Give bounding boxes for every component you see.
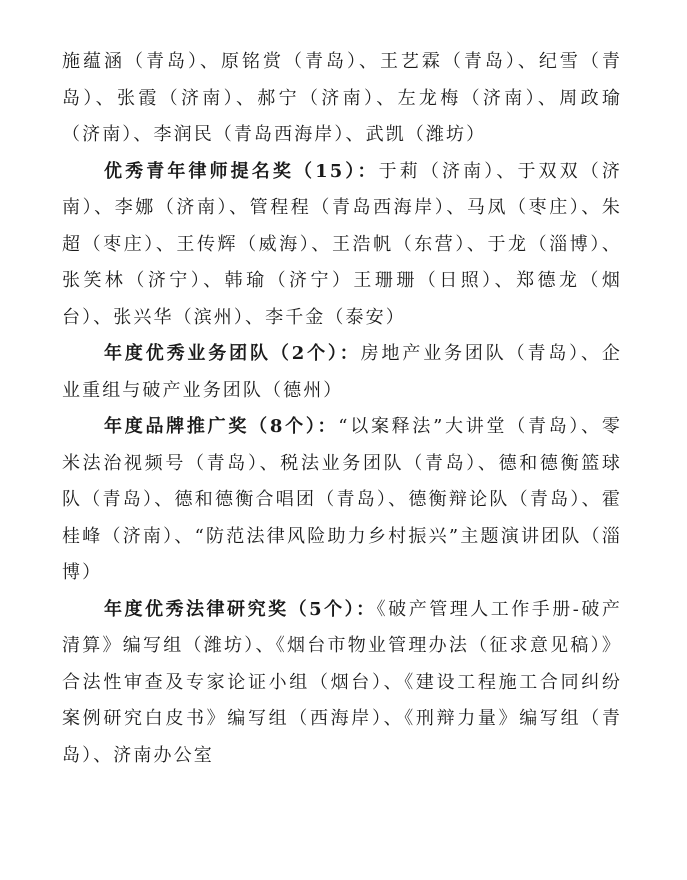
paragraph-young-lawyer-nomination (62, 154, 622, 337)
paragraph-business-team-award (62, 336, 622, 409)
award-heading: 年度优秀业务团队（2个）： (104, 343, 361, 364)
paragraph-lawyer-list-continued (62, 44, 622, 154)
paragraph-text: 《破产管理人工作手册-破产清算》编写组（潍坊）、《烟台市物业管理办法（征求意见稿）》合法性审查及专家论证小组（烟台）、《建设工程施工合同纠纷案例研究白皮书》编写组（西海岸）、《刑辩力量》编写组（青岛）、济南办公室 (62, 598, 622, 766)
award-heading: 年度优秀法律研究奖（5个）： (104, 598, 377, 620)
paragraph-text: 于莉（济南）、于双双（济南）、李娜（济南）、管程程（青岛西海岸）、马凤（枣庄）、朱超（枣庄）、王传辉（威海）、王浩帆（东营）、于龙（淄博）、张笑林（济宁）、韩瑜（济宁）王珊珊（日照）、郑德龙（烟台）、张兴华（滨州）、李千金（泰安） (62, 160, 622, 328)
paragraph-text: “以案释法”大讲堂（青岛）、零米法治视频号（青岛）、税法业务团队（青岛）、德和德衡篮球队（青岛）、德和德衡合唱团（青岛）、德衡辩论队（青岛）、霍桂峰（济南）、“防范法律风险助力乡村振兴”主题演讲团队（淄博） (62, 416, 622, 583)
paragraph-text: 房地产业务团队（青岛）、企业重组与破产业务团队（德州） (62, 343, 622, 401)
paragraph-legal-research-award (62, 592, 622, 775)
award-heading: 优秀青年律师提名奖（15）： (104, 160, 379, 182)
paragraph-text: 施蕴涵（青岛）、原铭赏（青岛）、王艺霖（青岛）、纪雪（青岛）、张霞（济南）、郝宁（济南）、左龙梅（济南）、周政瑜（济南）、李润民（青岛西海岸）、武凯（潍坊） (62, 51, 622, 145)
document-page (62, 44, 622, 774)
award-heading: 年度品牌推广奖（8个）： (104, 416, 339, 437)
paragraph-brand-promotion-award (62, 409, 622, 592)
